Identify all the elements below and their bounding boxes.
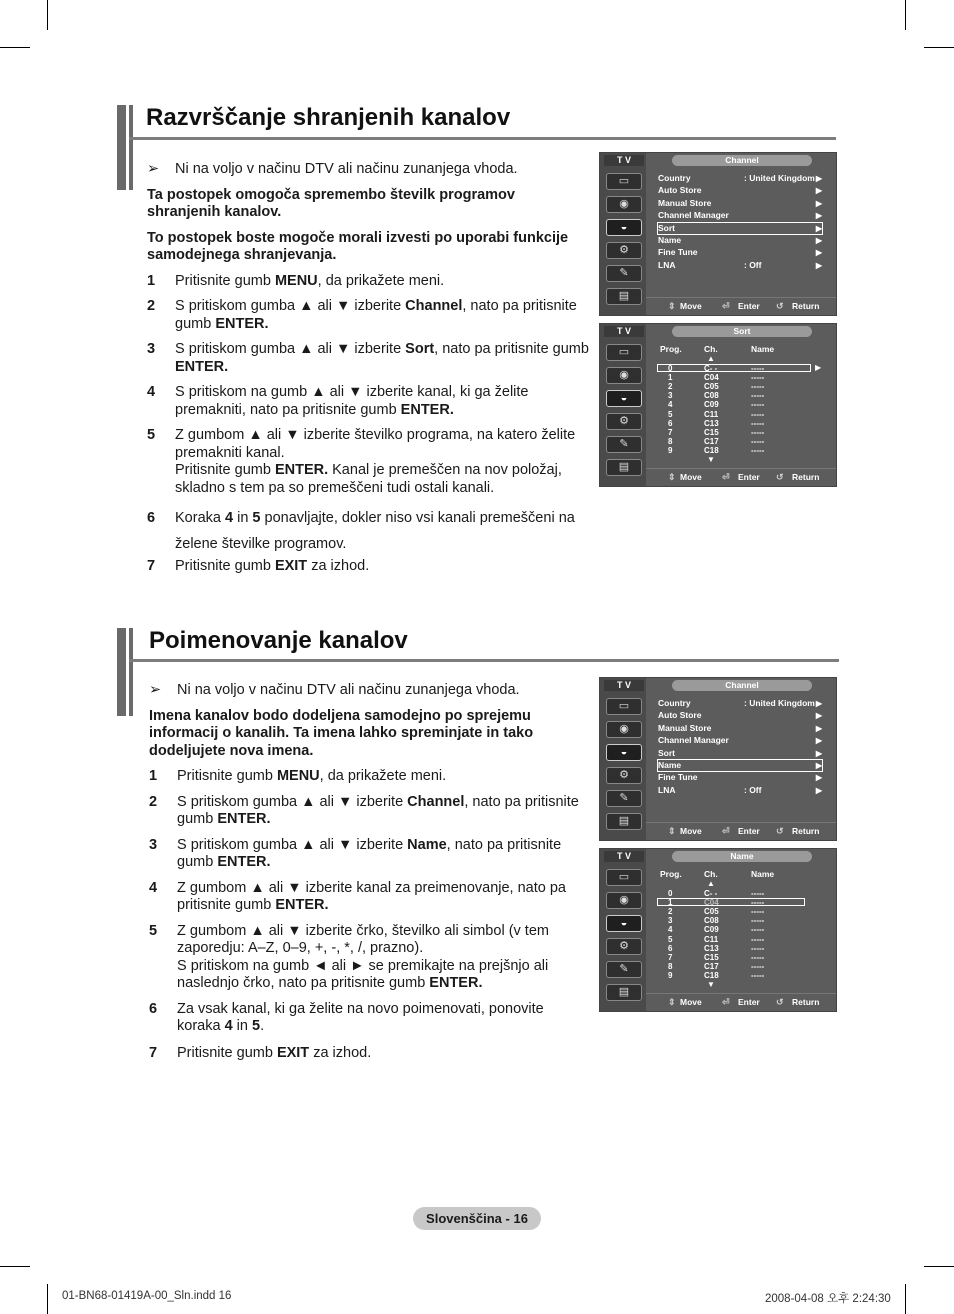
updown-icon: ⇕ — [668, 997, 676, 1007]
triangle-right-icon: ▶ — [815, 174, 822, 183]
list-row[interactable]: 4 C09 ----- — [668, 400, 765, 410]
list-row[interactable]: 6 C13 ----- — [668, 418, 765, 428]
step: 4 S pritiskom na gumb ▲ ali ▼ izberite kanal, ki ga želite premakniti, nato pa pritisnite gumb ENTER. — [147, 384, 529, 418]
triangle-right-icon: ▶ — [815, 761, 822, 770]
instructions-sort — [147, 161, 592, 576]
list-header: Prog. Ch. Name — [660, 344, 775, 354]
return-icon: ↺ — [776, 472, 784, 482]
intro-text: Ta postopek omogoča spremembo številk programov shranjenih kanalov. — [147, 186, 515, 220]
menu-item[interactable]: LNA : Off ▶ — [658, 259, 822, 270]
section-rule — [129, 659, 839, 662]
list-header: Prog. Ch. Name — [660, 869, 775, 879]
menu-item[interactable]: Country : United Kingdom ▶ — [658, 698, 822, 708]
input-icon: ✎ — [606, 961, 642, 978]
triangle-right-icon: ▶ — [815, 748, 822, 758]
sound-icon: ◉ — [606, 721, 642, 738]
menu-item[interactable]: Fine Tune ▶ — [658, 247, 822, 258]
triangle-right-icon: ▶ — [815, 785, 822, 795]
digital-icon: ▤ — [606, 813, 642, 830]
triangle-right-icon: ▶ — [815, 248, 822, 258]
list-row[interactable]: 2 C05 ----- — [668, 907, 765, 917]
footer-return: Return — [792, 997, 820, 1007]
enter-icon: ⏎ — [722, 826, 730, 836]
picture-icon: ▭ — [606, 869, 642, 886]
divider — [646, 993, 836, 994]
digital-icon: ▤ — [606, 459, 642, 476]
list-row[interactable]: 6 C13 ----- — [668, 943, 765, 953]
menu-item[interactable]: Channel Manager ▶ — [658, 210, 822, 221]
list-row[interactable]: 3 C08 ----- — [668, 916, 765, 926]
tv-menu-title: Name — [672, 851, 812, 862]
tv-label: T V — [604, 680, 644, 691]
footer-enter: Enter — [738, 301, 760, 311]
triangle-right-icon: ▶ — [815, 723, 822, 733]
input-icon: ✎ — [606, 790, 642, 807]
step: 1 Pritisnite gumb MENU, da prikažete meni. — [149, 768, 447, 784]
footer-move: Move — [680, 472, 702, 482]
triangle-up-icon: ▲ — [707, 879, 715, 888]
updown-icon: ⇕ — [668, 301, 676, 311]
menu-item[interactable]: Manual Store ▶ — [658, 197, 822, 208]
crop-mark — [924, 47, 954, 48]
triangle-right-icon: ▶ — [815, 699, 822, 708]
channel-icon: ◒ — [606, 219, 642, 236]
section-bar — [129, 105, 133, 190]
footer-move: Move — [680, 301, 702, 311]
list-row[interactable]: 8 C17 ----- — [668, 961, 765, 971]
footer-enter: Enter — [738, 826, 760, 836]
step: 7 Pritisnite gumb EXIT za izhod. — [149, 1044, 372, 1061]
menu-item[interactable]: Channel Manager ▶ — [658, 735, 822, 746]
section-bar — [117, 105, 126, 190]
input-icon: ✎ — [606, 436, 642, 453]
triangle-right-icon: ▶ — [815, 236, 822, 245]
crop-mark — [47, 0, 48, 30]
intro-text: To postopek boste mogoče morali izvesti po uporabi funkcije samodejnega shranjevanja. — [147, 229, 569, 263]
tv-footer — [656, 300, 830, 312]
sound-icon: ◉ — [606, 892, 642, 909]
tv-footer — [656, 996, 830, 1008]
footer-enter: Enter — [738, 472, 760, 482]
list-row[interactable]: 5 C11 ----- — [668, 409, 765, 419]
step: 3 S pritiskom gumba ▲ ali ▼ izberite Name, nato pa pritisnite gumb ENTER. — [149, 836, 562, 870]
intro-text: Imena kanalov bodo dodeljena samodejno po sprejemu informacij o kanalih. Ta imena lahko spreminjate in tako dodeljujete nova imena. — [149, 707, 534, 759]
selection-highlight — [657, 364, 811, 372]
setup-icon: ⚙ — [606, 413, 642, 430]
enter-icon: ⏎ — [722, 997, 730, 1007]
menu-item[interactable]: Name ▶ — [658, 760, 822, 770]
picture-icon: ▭ — [606, 173, 642, 190]
triangle-right-icon: ▶ — [815, 736, 822, 746]
step: 6 Za vsak kanal, ki ga želite na novo poimenovati, ponovite koraka 4 in 5. — [149, 1000, 544, 1034]
triangle-right-icon: ▶ — [815, 711, 822, 721]
file-slug: 01-BN68-01419A-00_Sln.indd 16 — [62, 1290, 232, 1302]
menu-item[interactable]: Name ▶ — [658, 235, 822, 245]
section-title: Poimenovanje kanalov — [149, 627, 408, 654]
tv-menu-title: Channel — [672, 155, 812, 166]
footer-move: Move — [680, 826, 702, 836]
note-text: Ni na voljo v načinu DTV ali načinu zunanjega vhoda. — [175, 161, 518, 177]
picture-icon: ▭ — [606, 698, 642, 715]
list-row[interactable]: 1 C04 ----- — [668, 898, 765, 908]
return-icon: ↺ — [776, 997, 784, 1007]
footer-move: Move — [680, 997, 702, 1007]
note — [147, 161, 592, 179]
return-icon: ↺ — [776, 301, 784, 311]
menu-item[interactable]: Sort ▶ — [658, 222, 822, 233]
divider — [646, 297, 836, 298]
date-slug: 2008-04-08 오후 2:24:30 — [765, 1293, 891, 1305]
setup-icon: ⚙ — [606, 938, 642, 955]
sound-icon: ◉ — [606, 196, 642, 213]
crop-mark — [924, 1266, 954, 1267]
step: 5 Z gumbom ▲ ali ▼ izberite številko programa, na katero želite premakniti kanal. Pritisnite gumb ENTER. Kanal je premeščen na nov položaj, skladno s tem pa so premeščeni tudi ostali kanali. — [147, 427, 576, 496]
channel-icon: ◒ — [606, 915, 642, 932]
list-row[interactable]: 3 C08 ----- — [668, 391, 765, 401]
tv-label: T V — [604, 155, 644, 166]
step: 5 Z gumbom ▲ ali ▼ izberite črko, številko ali simbol (v tem zaporedju: A–Z, 0–9, +, -, *, /, prazno). S pritiskom na gumb ◄ ali ► se premikajte na prejšnjo ali naslednjo črko, nato pa pritisnite gumb ENTER. — [149, 922, 549, 991]
triangle-down-icon: ▼ — [707, 980, 715, 989]
section-rule — [129, 137, 836, 140]
tv-menu-screen — [599, 677, 837, 841]
page-number: Slovenščina - 16 — [413, 1207, 541, 1230]
arrow-icon: ➢ — [149, 682, 162, 698]
step: 1 Pritisnite gumb MENU, da prikažete meni. — [147, 272, 445, 289]
triangle-right-icon: ▶ — [815, 363, 822, 372]
step: 3 S pritiskom gumba ▲ ali ▼ izberite Sort, nato pa pritisnite gumb ENTER. — [147, 341, 589, 375]
crop-mark — [905, 1284, 906, 1314]
menu-item[interactable]: Country : United Kingdom ▶ — [658, 173, 822, 183]
list-row[interactable]: 4 C09 ----- — [668, 925, 765, 935]
menu-item[interactable]: LNA : Off ▶ — [658, 784, 822, 795]
step: 4 Z gumbom ▲ ali ▼ izberite kanal za preimenovanje, nato pa pritisnite gumb ENTER. — [149, 879, 566, 913]
setup-icon: ⚙ — [606, 242, 642, 259]
updown-icon: ⇕ — [668, 472, 676, 482]
list-row[interactable]: 9 C18 ----- — [668, 970, 765, 980]
sound-icon: ◉ — [606, 367, 642, 384]
section-bar — [117, 628, 126, 716]
updown-icon: ⇕ — [668, 826, 676, 836]
menu-item[interactable]: Manual Store ▶ — [658, 722, 822, 733]
crop-mark — [905, 0, 906, 30]
return-icon: ↺ — [776, 826, 784, 836]
triangle-right-icon: ▶ — [815, 223, 822, 233]
tv-footer — [656, 471, 830, 483]
enter-icon: ⏎ — [722, 472, 730, 482]
menu-item[interactable]: Auto Store ▶ — [658, 185, 822, 196]
section-bar — [129, 628, 133, 716]
list-row[interactable]: 7 C15 ----- — [668, 952, 765, 962]
triangle-up-icon: ▲ — [707, 354, 715, 363]
list-row[interactable]: 8 C17 ----- — [668, 436, 765, 446]
list-row[interactable]: 0 C- - ----- — [668, 889, 765, 898]
digital-icon: ▤ — [606, 288, 642, 305]
divider — [646, 822, 836, 823]
selection-highlight — [657, 898, 805, 906]
tv-menu-title: Channel — [672, 680, 812, 691]
arrow-icon: ➢ — [147, 161, 160, 177]
instructions-name — [149, 682, 589, 1062]
triangle-right-icon: ▶ — [815, 186, 822, 196]
picture-icon: ▭ — [606, 344, 642, 361]
list-row[interactable]: 9 C18 ----- — [668, 445, 765, 455]
tv-menu-screen — [599, 323, 837, 487]
tv-menu-title: Sort — [672, 326, 812, 337]
tv-label: T V — [604, 851, 644, 862]
triangle-right-icon: ▶ — [815, 260, 822, 270]
list-row[interactable]: 2 C05 ----- — [668, 382, 765, 392]
tv-footer — [656, 825, 830, 837]
crop-mark — [0, 1266, 30, 1267]
divider — [646, 468, 836, 469]
list-row[interactable]: 5 C11 ----- — [668, 934, 765, 944]
digital-icon: ▤ — [606, 984, 642, 1001]
step: 2 S pritiskom gumba ▲ ali ▼ izberite Channel, nato pa pritisnite gumb ENTER. — [147, 298, 577, 332]
footer-enter: Enter — [738, 997, 760, 1007]
footer-return: Return — [792, 301, 820, 311]
triangle-right-icon: ▶ — [815, 211, 822, 221]
step: 2 S pritiskom gumba ▲ ali ▼ izberite Channel, nato pa pritisnite gumb ENTER. — [149, 793, 579, 827]
note-text: Ni na voljo v načinu DTV ali načinu zunanjega vhoda. — [177, 682, 520, 698]
crop-mark — [47, 1284, 48, 1314]
menu-item[interactable]: Fine Tune ▶ — [658, 772, 822, 783]
channel-icon: ◒ — [606, 390, 642, 407]
footer-return: Return — [792, 826, 820, 836]
list-row[interactable]: 1 C04 ----- — [668, 373, 765, 383]
tv-label: T V — [604, 326, 644, 337]
note — [149, 682, 589, 700]
step: 7 Pritisnite gumb EXIT za izhod. — [147, 558, 370, 574]
triangle-down-icon: ▼ — [707, 455, 715, 464]
step: 6 Koraka 4 in 5 ponavljajte, dokler niso vsi kanali premeščeni na želene številke programov. — [147, 510, 575, 552]
crop-mark — [0, 47, 30, 48]
list-row[interactable]: 7 C15 ----- — [668, 427, 765, 437]
menu-item[interactable]: Sort ▶ — [658, 747, 822, 758]
section-title: Razvrščanje shranjenih kanalov — [146, 104, 511, 131]
tv-menu-screen — [599, 152, 837, 316]
triangle-right-icon: ▶ — [815, 198, 822, 208]
channel-icon: ◒ — [606, 744, 642, 761]
setup-icon: ⚙ — [606, 767, 642, 784]
tv-menu-screen — [599, 848, 837, 1012]
triangle-right-icon: ▶ — [815, 773, 822, 783]
footer-return: Return — [792, 472, 820, 482]
input-icon: ✎ — [606, 265, 642, 282]
enter-icon: ⏎ — [722, 301, 730, 311]
menu-item[interactable]: Auto Store ▶ — [658, 710, 822, 721]
list-row[interactable]: 0 C- - ----- — [668, 364, 765, 373]
